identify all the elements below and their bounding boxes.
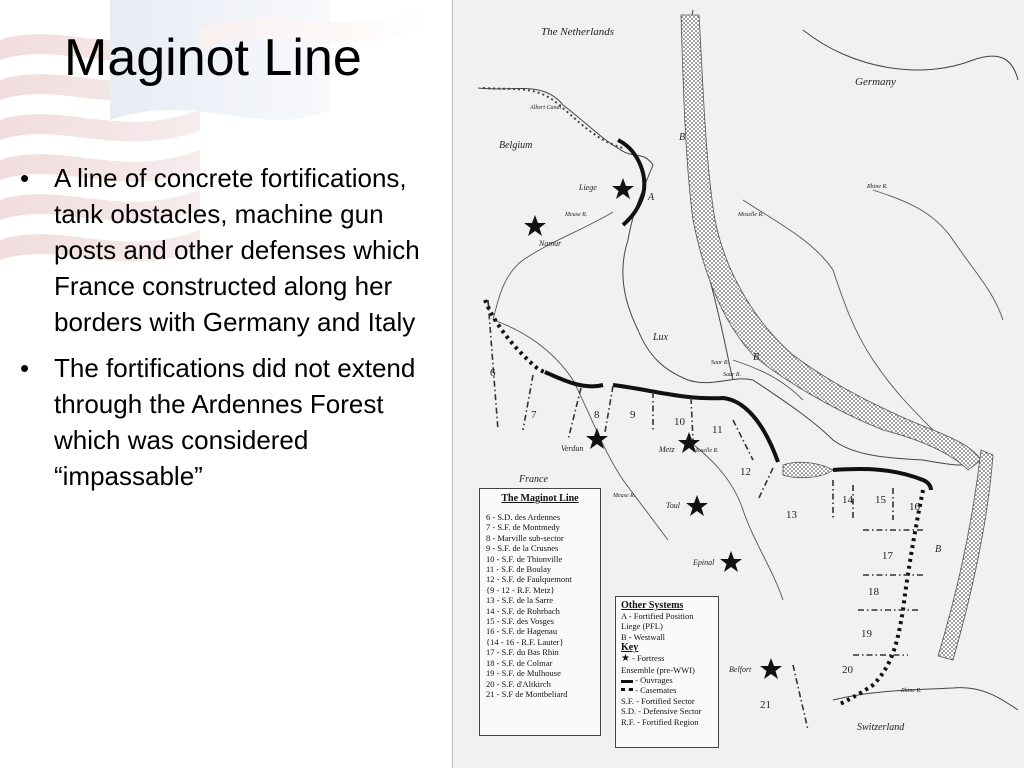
- sector-number: 9: [630, 409, 636, 421]
- label-albert-canal: Albert Canal: [530, 105, 562, 111]
- sector-number: 19: [861, 628, 872, 640]
- legend-item: B - Westwall: [621, 631, 666, 642]
- legend-item: S.F. - Fortified Sector: [621, 695, 695, 706]
- legend-item: 9 - S.F. de la Crusnes: [486, 543, 559, 554]
- slide-title: Maginot Line: [64, 29, 362, 87]
- legend-item: R.F. - Fortified Region: [621, 716, 699, 727]
- legend-item: 14 - S.F. de Rohrbach: [486, 605, 560, 616]
- sector-number: 13: [786, 509, 797, 521]
- legend-item: 13 - S.F. de la Sarre: [486, 595, 554, 606]
- bullet-symbol: •: [20, 163, 30, 193]
- legend-item: 15 - S.F. des Vosges: [486, 616, 554, 627]
- label-liege: Liege: [579, 183, 597, 192]
- legend-item: - Ouvrages: [635, 675, 673, 686]
- label-metz: Metz: [659, 445, 675, 454]
- sector-number: 12: [740, 466, 751, 478]
- label-moselle-north: Moselle R.: [738, 212, 764, 218]
- bullet-item: [14, 350, 444, 494]
- maginot-legend-title: The Maginot Line: [501, 493, 579, 504]
- label-rhine: Rhine R.: [901, 688, 922, 694]
- sector-number: 14: [842, 494, 853, 506]
- label-namur: Namur: [539, 239, 562, 248]
- legend-item: 18 - S.F. de Colmar: [486, 657, 553, 668]
- legend-item: {14 - 16 - R.F. Lauter}: [486, 636, 564, 647]
- label-saar: Saar R.: [711, 360, 729, 366]
- other-systems-legend: [615, 596, 719, 748]
- bullet-symbol: •: [20, 353, 30, 383]
- legend-item: - Fortress: [632, 653, 665, 664]
- bullet-text: The fortifications did not extend through the Ardennes Forest which was considered “impassable”: [54, 353, 416, 491]
- legend-item: Liege (PFL): [621, 621, 663, 632]
- legend-item: {9 - 12 - R.F. Metz}: [486, 584, 555, 595]
- key-title: Key: [621, 642, 639, 654]
- label-saar-2: Saar R.: [723, 372, 741, 378]
- legend-key-ouvrages: [621, 675, 713, 685]
- label-belfort: Belfort: [729, 665, 752, 674]
- sector-number: 20: [842, 664, 853, 676]
- legend-item: 8 - Marville sub-sector: [486, 532, 564, 543]
- legend-item: - Casemates: [635, 685, 677, 696]
- sector-number: 17: [882, 550, 893, 562]
- label-meuse-north: Meuse R.: [565, 212, 588, 218]
- label-verdun: Verdun: [561, 444, 584, 453]
- sector-number: 18: [868, 586, 879, 598]
- legend-item: Ensemble (pre-WWI): [621, 664, 695, 675]
- legend-item: A - Fortified Position: [621, 611, 694, 621]
- label-b-north: B: [679, 132, 686, 143]
- bullet-list: [14, 160, 444, 504]
- legend-key-casemates: [621, 685, 713, 695]
- label-b-south: B: [935, 544, 942, 555]
- label-belgium: Belgium: [499, 140, 533, 151]
- label-epinal: Epinal: [693, 558, 715, 567]
- label-switzerland: Switzerland: [857, 722, 905, 733]
- legend-item: 19 - S.F. de Mulhouse: [486, 668, 561, 679]
- label-toul: Toul: [666, 501, 680, 510]
- star-icon: ★: [621, 653, 630, 665]
- solid-line-icon: [621, 680, 633, 683]
- sector-number: 7: [531, 409, 537, 421]
- label-moselle: Moselle R.: [693, 448, 719, 454]
- legend-item: 17 - S.F. du Bas Rhin: [486, 647, 559, 658]
- label-lux: Lux: [653, 332, 668, 343]
- label-netherlands: The Netherlands: [541, 26, 615, 38]
- sector-number: 15: [875, 494, 886, 506]
- dotted-line-icon: [621, 688, 633, 694]
- legend-key-fortress: [621, 653, 713, 664]
- label-meuse: Meuse R.: [613, 493, 636, 499]
- sector-number: 10: [674, 416, 685, 428]
- legend-item: 7 - S.F. de Montmedy: [486, 522, 560, 533]
- sector-number: 8: [594, 409, 600, 421]
- bullet-item: [14, 160, 444, 340]
- label-a: A: [648, 192, 655, 203]
- bullet-text: A line of concrete fortifications, tank obstacles, machine gun posts and other defenses which France constructed along her borders with Germany and Italy: [54, 163, 420, 337]
- label-rhine-north: Rhine R.: [867, 184, 888, 190]
- sector-number: 16: [909, 501, 920, 513]
- legend-item: 21 - S.F de Montbeliard: [486, 688, 568, 699]
- maginot-legend: [479, 488, 601, 736]
- label-france: France: [519, 474, 548, 485]
- legend-item: 20 - S.F. d'Altkirch: [486, 678, 551, 689]
- other-systems-title: Other Systems: [621, 600, 684, 611]
- label-b-middle: B: [753, 352, 760, 363]
- sector-number: 11: [712, 424, 723, 436]
- legend-item: 10 - S.F. de Thionville: [486, 553, 563, 564]
- legend-item: S.D. - Defensive Sector: [621, 706, 702, 717]
- legend-item: 11 - S.F. de Boulay: [486, 564, 552, 575]
- sector-number: 21: [760, 699, 771, 711]
- legend-item: 12 - S.F. de Faulquemont: [486, 574, 572, 585]
- label-germany: Germany: [855, 76, 896, 88]
- legend-item: 6 - S.D. des Ardennes: [486, 512, 561, 522]
- sector-number: 6: [490, 367, 496, 379]
- legend-item: 16 - S.F. de Hagenau: [486, 626, 558, 637]
- maginot-map: [452, 0, 1024, 768]
